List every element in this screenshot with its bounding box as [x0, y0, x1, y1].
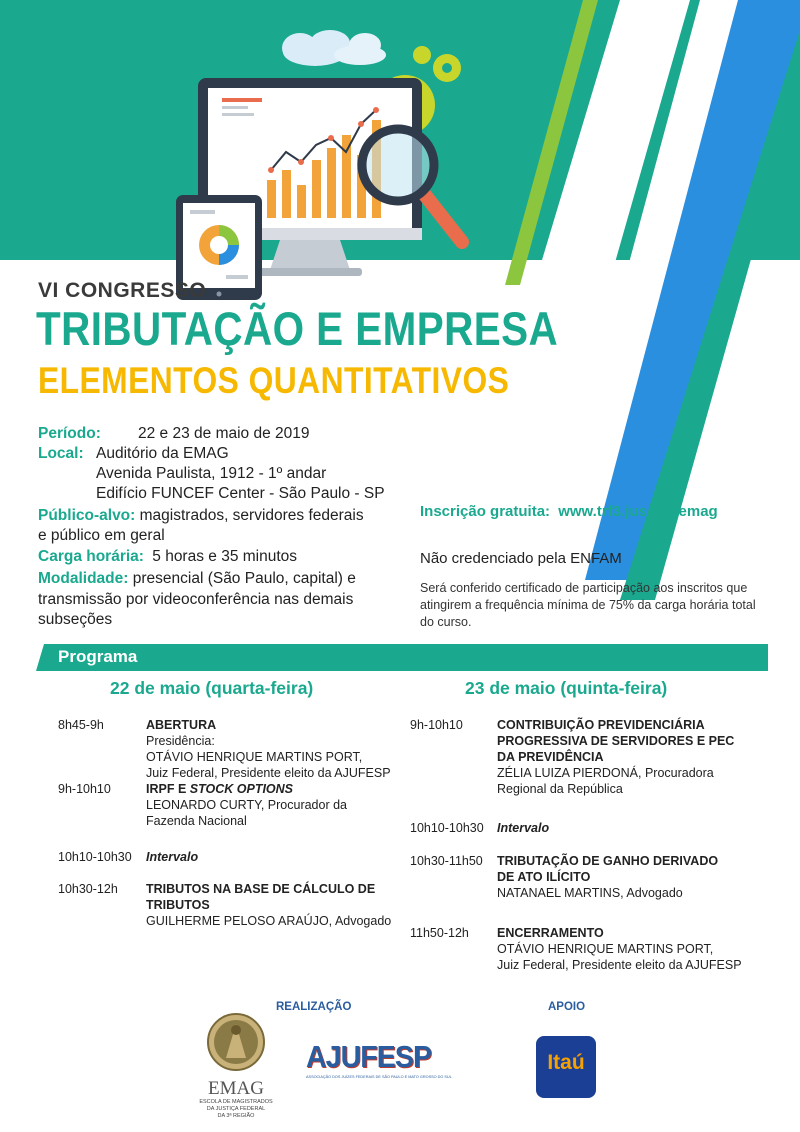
emag-sub3: DA 3ª REGIÃO	[217, 1113, 255, 1119]
modalidade-value2: transmissão por videoconferência nas demais	[38, 591, 354, 608]
session-line: OTÁVIO HENRIQUE MARTINS PORT,	[497, 942, 714, 956]
session-title: DE ATO ILÍCITO	[497, 870, 591, 884]
certificate-line1: Será conferido certificado de participação aos inscritos que	[420, 581, 748, 595]
session-title: PROGRESSIVA DE SERVIDORES E PEC	[497, 734, 735, 748]
page-title: TRIBUTAÇÃO E EMPRESA	[36, 302, 559, 355]
registration-label: Inscrição gratuita:	[420, 503, 551, 520]
session-line: LEONARDO CURTY, Procurador da	[146, 798, 348, 812]
local-line1: Auditório da EMAG	[96, 445, 229, 462]
emag-sub1: ESCOLA DE MAGISTRADOS	[199, 1099, 273, 1105]
itau-logo	[536, 1036, 596, 1098]
modalidade-value1: presencial (São Paulo, capital) e	[132, 570, 356, 587]
session-title: Intervalo	[146, 850, 199, 864]
registration-link[interactable]: www.trf3.jus.br/semag	[558, 503, 718, 520]
session-title: CONTRIBUIÇÃO PREVIDENCIÁRIA	[497, 718, 705, 732]
schedule-time: 10h30-11h50	[410, 854, 483, 868]
session-title: IRPF E	[146, 782, 190, 796]
info-publico	[38, 506, 364, 527]
schedule-entry	[146, 781, 406, 829]
program-bar	[36, 644, 768, 671]
emag-logo	[196, 1010, 276, 1125]
schedule-entry	[146, 881, 406, 929]
publico-value1: magistrados, servidores federais	[139, 507, 364, 524]
info-modalidade	[38, 569, 356, 590]
apoio-label: APOIO	[548, 1001, 586, 1013]
day1-heading: 22 de maio (quarta-feira)	[110, 678, 314, 698]
schedule-time: 9h-10h10	[410, 718, 463, 732]
accreditation-note: Não credenciado pela ENFAM	[420, 550, 622, 567]
session-line: NATANAEL MARTINS, Advogado	[497, 886, 683, 900]
emag-name: EMAG	[208, 1078, 264, 1099]
carga-label: Carga horária:	[38, 548, 144, 565]
analytics-illustration	[170, 30, 500, 305]
publico-value2: e público em geral	[38, 527, 165, 544]
schedule-entry	[146, 717, 406, 781]
periodo-value: 22 e 23 de maio de 2019	[138, 425, 310, 442]
program-title: Programa	[58, 647, 138, 666]
schedule-time: 9h-10h10	[58, 782, 111, 796]
periodo-label: Período:	[38, 425, 101, 442]
session-title: TRIBUTOS NA BASE DE CÁLCULO DE	[146, 882, 376, 896]
session-title: ENCERRAMENTO	[497, 926, 604, 940]
modalidade-label: Modalidade:	[38, 570, 129, 587]
modalidade-value3: subseções	[38, 611, 113, 628]
info-periodo	[38, 424, 101, 445]
info-carga	[38, 547, 297, 568]
emag-seal-icon	[196, 1010, 276, 1074]
ajufesp-sub: ASSOCIAÇÃO DOS JUÍZES FEDERAIS DE SÃO PAULO E MATO GROSSO DO SUL	[306, 1075, 452, 1079]
publico-label: Público-alvo:	[38, 507, 136, 524]
schedule-time: 10h30-12h	[58, 882, 118, 896]
schedule-entry	[497, 853, 767, 901]
session-line: OTÁVIO HENRIQUE MARTINS PORT,	[146, 750, 363, 764]
schedule-entry	[497, 820, 549, 836]
realizacao-label: REALIZAÇÃO	[276, 1001, 352, 1013]
schedule-entry	[497, 717, 767, 797]
session-line: Juiz Federal, Presidente eleito da AJUFESP	[497, 958, 742, 972]
emag-sub2: DA JUSTIÇA FEDERAL	[206, 1106, 266, 1112]
session-line: ZÉLIA LUIZA PIERDONÁ, Procuradora	[497, 766, 714, 780]
local-line2: Avenida Paulista, 1912 - 1º andar	[96, 465, 327, 482]
local-line3: Edifício FUNCEF Center - São Paulo - SP	[96, 485, 385, 502]
itau-name: Itaú	[547, 1051, 585, 1074]
schedule-entry	[146, 849, 198, 865]
schedule-time: 8h45-9h	[58, 718, 104, 732]
session-title: DA PREVIDÊNCIA	[497, 750, 604, 764]
session-title-italic: STOCK OPTIONS	[189, 782, 294, 796]
certificate-line2: atingirem a frequência mínima de 75% da carga horária total	[420, 598, 756, 612]
schedule-time: 10h10-10h30	[58, 850, 132, 864]
local-label: Local:	[38, 445, 84, 462]
session-line: Presidência:	[146, 734, 215, 748]
certificate-line3: do curso.	[420, 615, 472, 629]
session-line: Regional da República	[497, 782, 623, 796]
session-line: Juiz Federal, Presidente eleito da AJUFESP	[146, 766, 391, 780]
ajufesp-name: AJUFESP	[306, 1039, 432, 1074]
session-title: TRIBUTAÇÃO DE GANHO DERIVADO	[497, 854, 719, 868]
registration-line	[420, 503, 718, 520]
session-line: GUILHERME PELOSO ARAÚJO, Advogado	[146, 914, 392, 928]
schedule-time: 10h10-10h30	[410, 821, 484, 835]
session-line: Fazenda Nacional	[146, 814, 247, 828]
schedule-entry	[497, 925, 767, 973]
session-title: Intervalo	[497, 821, 550, 835]
ajufesp-logo	[306, 1039, 452, 1090]
carga-value: 5 horas e 35 minutos	[152, 548, 298, 565]
day2-heading: 23 de maio (quinta-feira)	[465, 678, 668, 698]
session-title: ABERTURA	[146, 718, 217, 732]
event-number: VI CONGRESSO	[38, 279, 207, 302]
schedule-time: 11h50-12h	[410, 926, 469, 940]
session-title: TRIBUTOS	[146, 898, 210, 912]
page-subtitle: ELEMENTOS QUANTITATIVOS	[38, 360, 510, 401]
